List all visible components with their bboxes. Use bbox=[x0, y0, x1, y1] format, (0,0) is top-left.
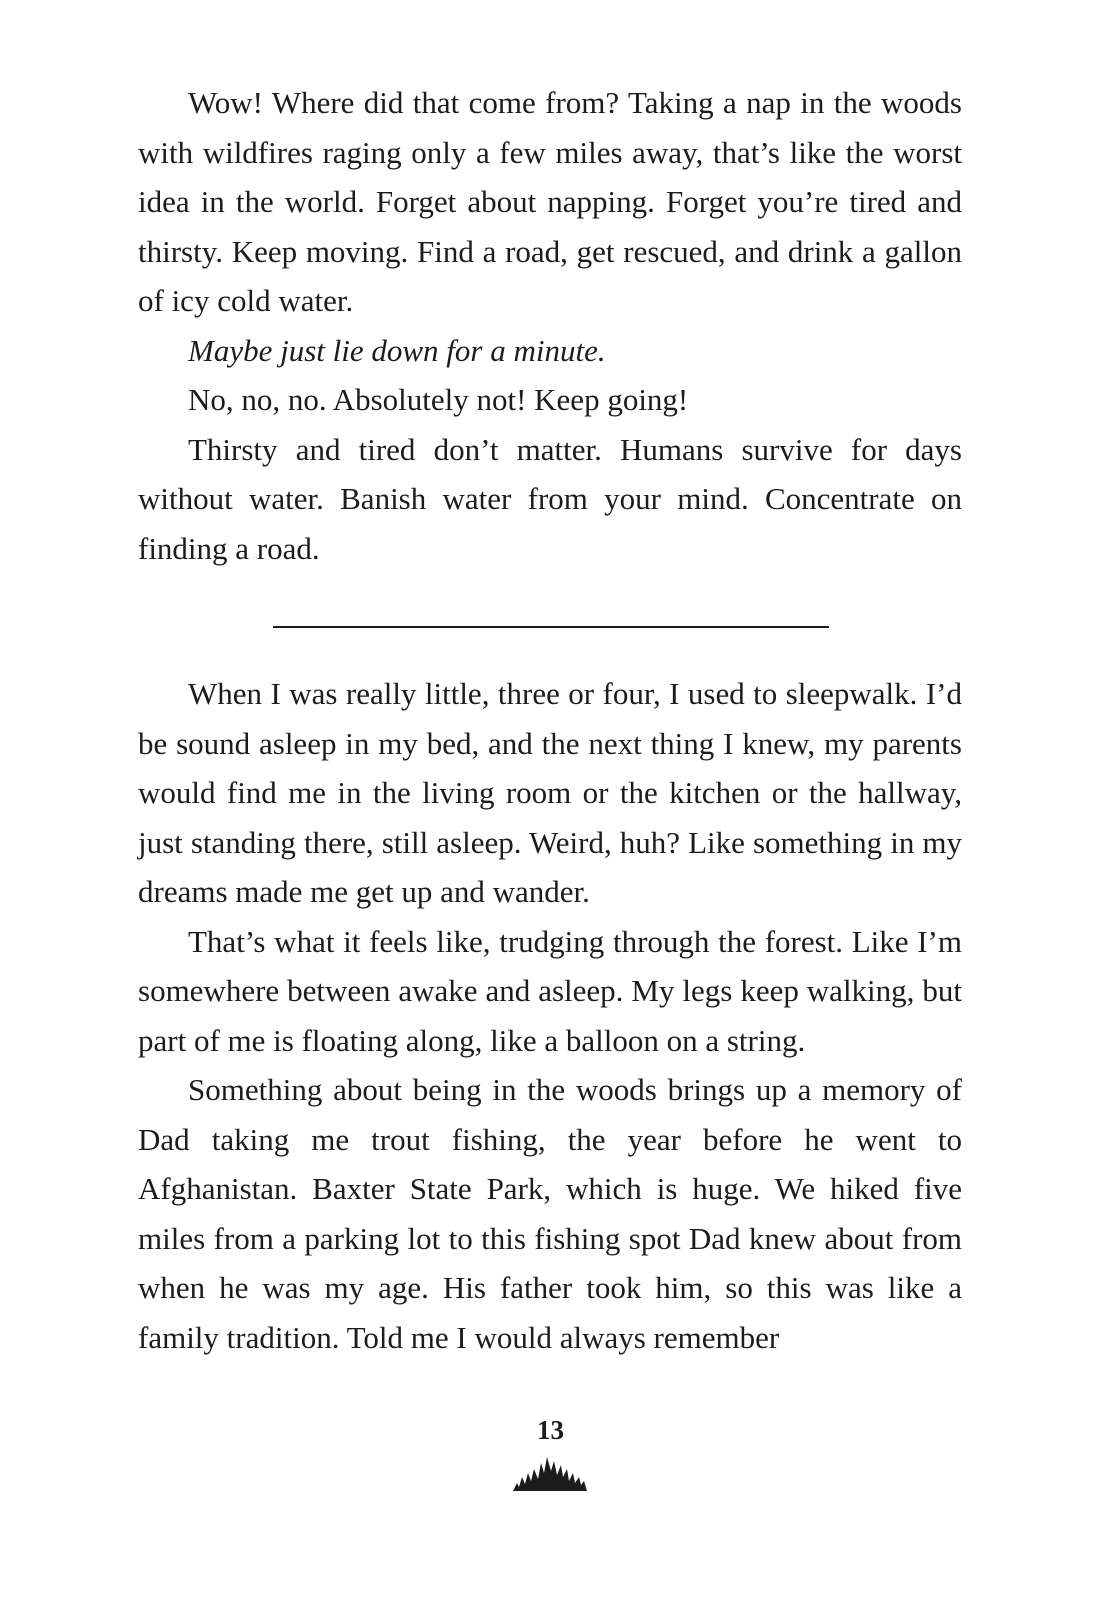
text-section-2 bbox=[138, 669, 962, 1362]
paragraph: That’s what it feels like, trudging through the forest. Like I’m somewhere between awake and asleep. My legs keep walking, but part of me is floating along, like a balloon on a string. bbox=[138, 923, 962, 1058]
paragraph: No, no, no. Absolutely not! Keep going! bbox=[188, 382, 689, 417]
flame-icon bbox=[511, 1453, 589, 1493]
text-section-1 bbox=[138, 78, 962, 573]
paragraph: Wow! Where did that come from? Taking a nap in the woods with wildfires raging only a few miles away, that’s like the worst idea in the world. Forget about napping. Forget you’re tired and thirsty. Keep moving. Find a road, get rescued, and drink a gallon of icy cold water. bbox=[138, 85, 962, 318]
italic-thought: Maybe just lie down for a minute. bbox=[188, 332, 606, 368]
paragraph: Thirsty and tired don’t matter. Humans survive for days without water. Banish water from your mind. Concentrate on finding a road. bbox=[138, 431, 962, 566]
page-number: 13 bbox=[537, 1415, 564, 1445]
scene-break-rule bbox=[273, 626, 829, 628]
paragraph: When I was really little, three or four, I used to sleepwalk. I’d be sound asleep in my bed, and the next thing I knew, my parents would find me in the living room or the kitchen or the hallway, just standing there, still asleep. Weird, huh? Like something in my dreams made me get up and wander. bbox=[138, 676, 962, 909]
paragraph: Something about being in the woods brings up a memory of Dad taking me trout fishing, the year before he went to Afghanistan. Baxter State Park, which is huge. We hiked five miles from a parking lot to this fishing spot Dad knew about from when he was my age. His father took him, so this was like a family tradition. Told me I would always remember bbox=[138, 1072, 962, 1355]
